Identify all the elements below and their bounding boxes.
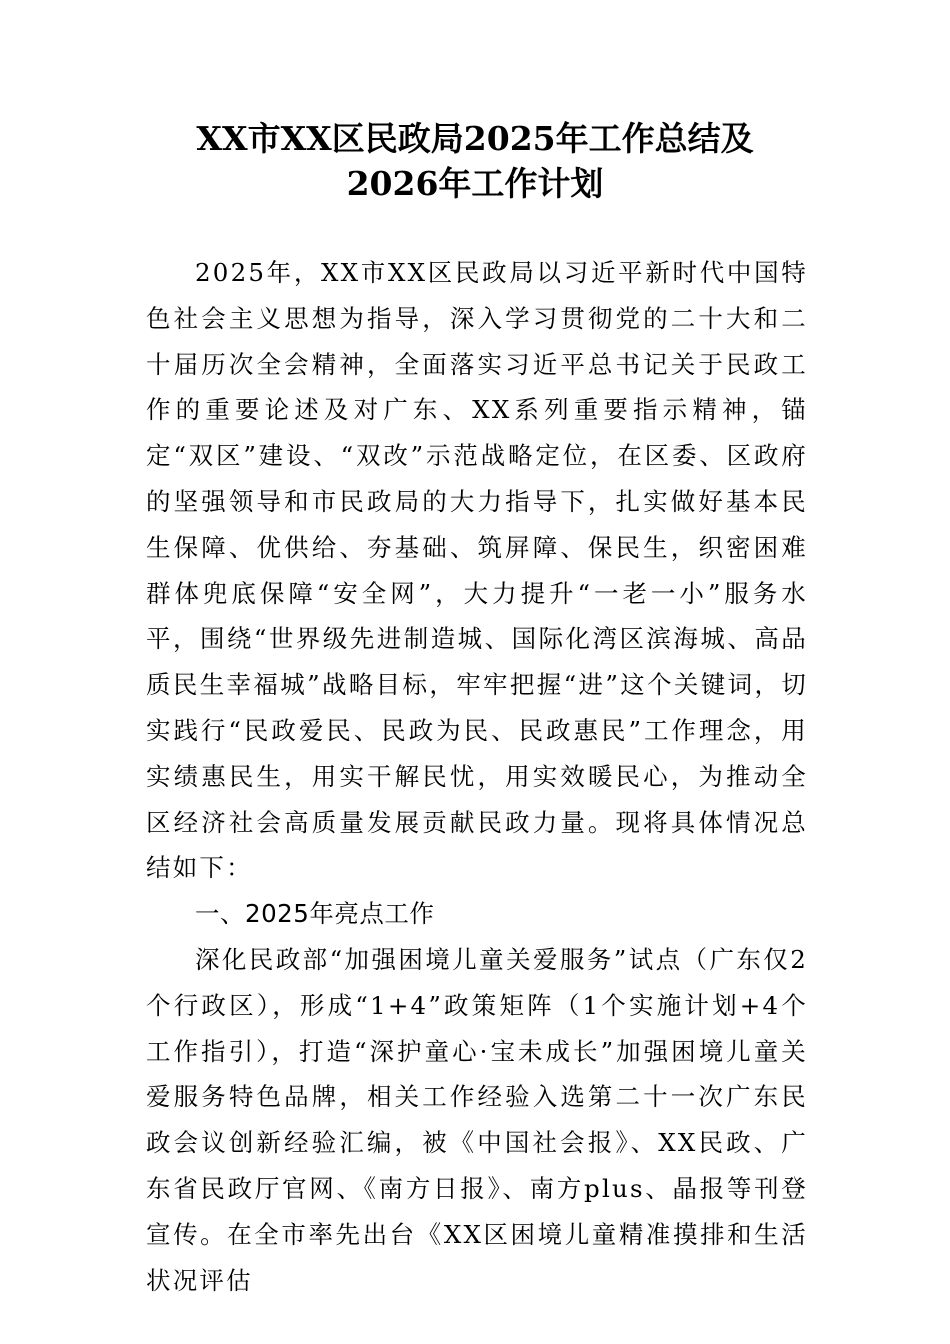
section-1-paragraph: 深化民政部“加强困境儿童关爱服务”试点（广东仅2个行政区），形成“1+4”政策矩阵（1个实施计划+4个工作指引），打造“深护童心·宝未成长”加强困境儿童关爱服务特色品牌，相关工作经验入选第二十一次广东民政会议创新经验汇编，被《中国社会报》、XX民政、广东省民政厅官网、《南方日报》、南方plus、晶报等刊登宣传。在全市率先出台《XX区困境儿童精准摸排和生活状况评估 bbox=[146, 944, 808, 1295]
document-title-line-2: 2026年工作计划 bbox=[346, 164, 604, 203]
document-body bbox=[146, 250, 808, 1303]
document-title-line-1: XX市XX区民政局2025年工作总结及 bbox=[196, 119, 754, 158]
section-1-heading: 一、2025年亮点工作 bbox=[195, 899, 435, 929]
intro-paragraph: 2025年，XX市XX区民政局以习近平新时代中国特色社会主义思想为指导，深入学习贯彻党的二十大和二十届历次全会精神，全面落实习近平总书记关于民政工作的重要论述及对广东、XX系列重要指示精神，锚定“双区”建设、“双改”示范战略定位，在区委、区政府的坚强领导和市民政局的大力指导下，扎实做好基本民生保障、优供给、夯基础、筑屏障、保民生，织密困难群体兜底保障“安全网”，大力提升“一老一小”服务水平，围绕“世界级先进制造城、国际化湾区滨海城、高品质民生幸福城”战略目标，牢牢把握“进”这个关键词，切实践行“民政爱民、民政为民、民政惠民”工作理念，用实绩惠民生，用实干解民忧，用实效暖民心，为推动全区经济社会高质量发展贡献民政力量。现将具体情况总结如下： bbox=[146, 258, 808, 883]
